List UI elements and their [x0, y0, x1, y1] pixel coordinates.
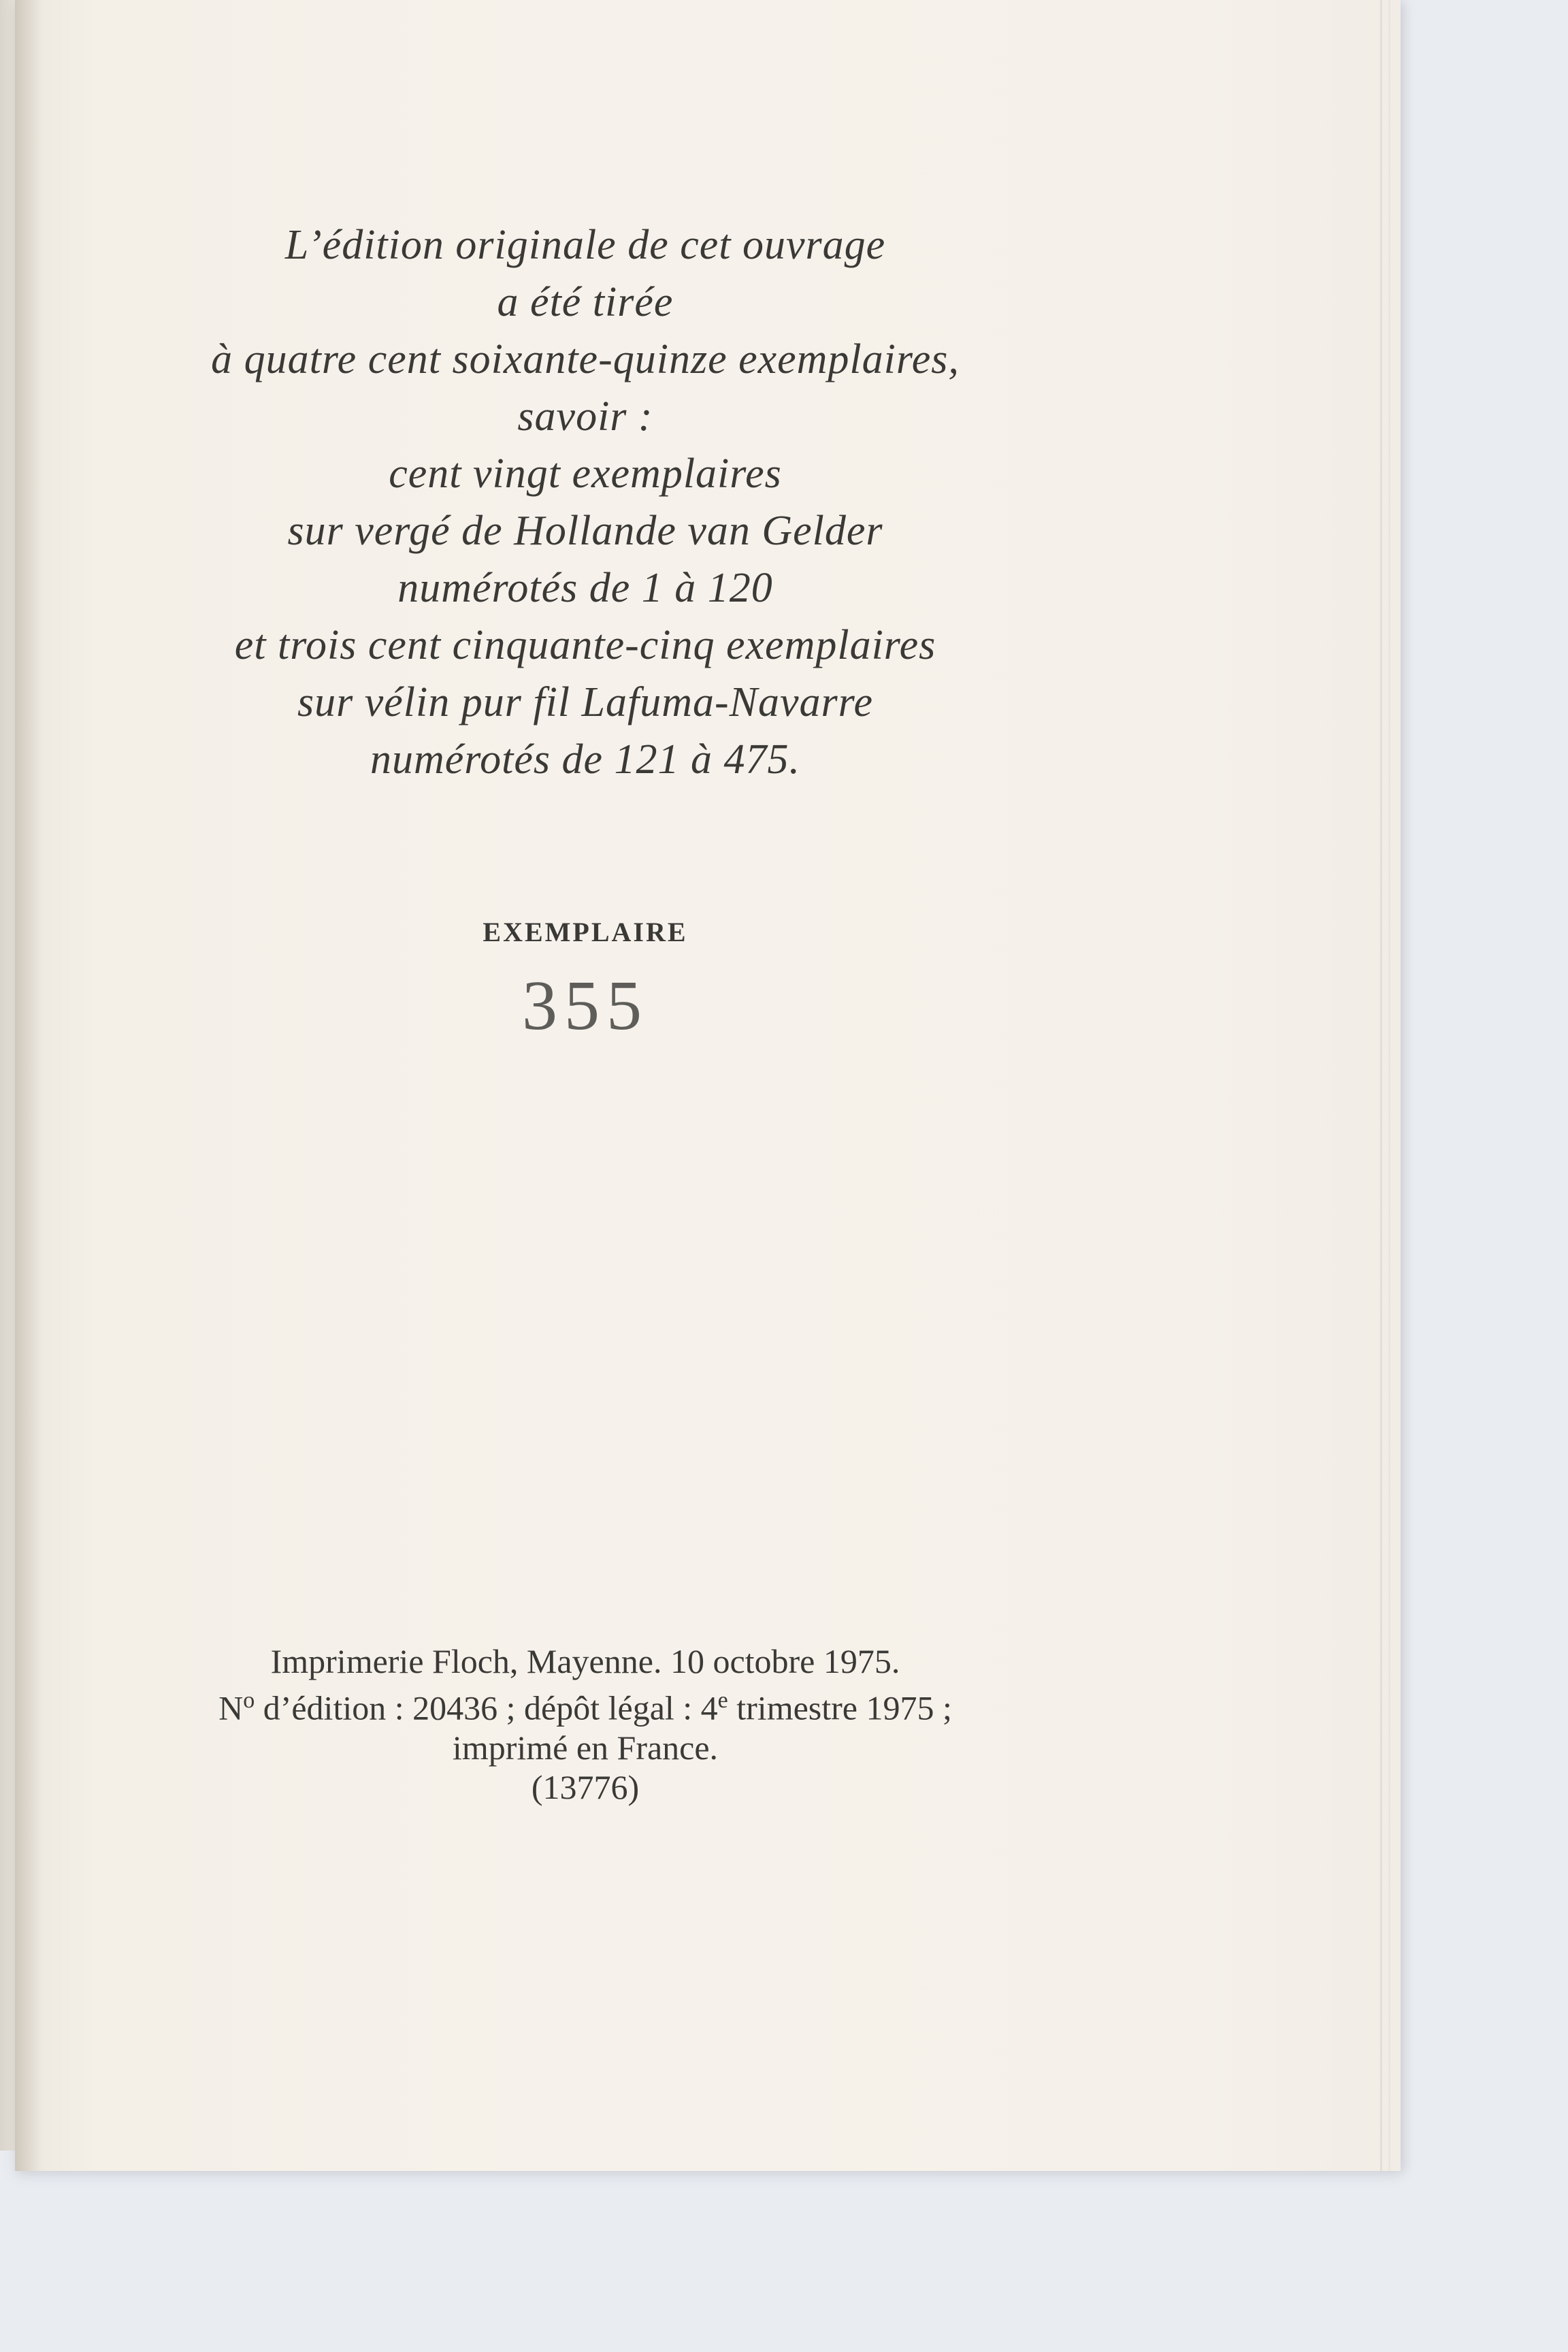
- colophon-line: a été tirée: [497, 279, 674, 325]
- imprint-superscript: e: [717, 1688, 728, 1713]
- colophon-line: numérotés de 1 à 120: [397, 565, 773, 611]
- colophon-line: et trois cent cinquante-cinq exemplaires: [234, 622, 936, 668]
- colophon-line: numérotés de 121 à 475.: [370, 736, 800, 783]
- colophon-line: L’édition originale de cet ouvrage: [284, 222, 886, 268]
- colophon-line: savoir :: [517, 393, 653, 440]
- imprint-line: [150, 1681, 1021, 1728]
- copy-label: EXEMPLAIRE: [483, 917, 688, 947]
- colophon-line: cent vingt exemplaires: [389, 451, 782, 497]
- imprint-text: d’édition : 20436 ; dépôt légal : 4: [255, 1688, 718, 1727]
- imprint-text: trimestre 1975 ;: [728, 1688, 952, 1727]
- page-edge-line: [1380, 0, 1382, 2171]
- printer-imprint: [150, 1642, 1021, 1807]
- colophon-line: sur vélin pur fil Lafuma-Navarre: [297, 679, 874, 725]
- imprint-line: (13776): [531, 1767, 640, 1806]
- colophon-text: [136, 216, 1034, 788]
- gutter-shadow: [15, 0, 42, 2171]
- imprint-text: N: [218, 1688, 244, 1727]
- imprint-line: Imprimerie Floch, Mayenne. 10 octobre 1975.: [270, 1642, 900, 1680]
- copy-number: 355: [522, 966, 649, 1045]
- colophon-line: à quatre cent soixante-quinze exemplaires,: [211, 336, 960, 382]
- imprint-line: imprimé en France.: [452, 1728, 719, 1767]
- page-edge-line: [1388, 0, 1390, 2171]
- colophon-line: sur vergé de Hollande van Gelder: [287, 508, 883, 554]
- imprint-superscript: o: [243, 1688, 255, 1713]
